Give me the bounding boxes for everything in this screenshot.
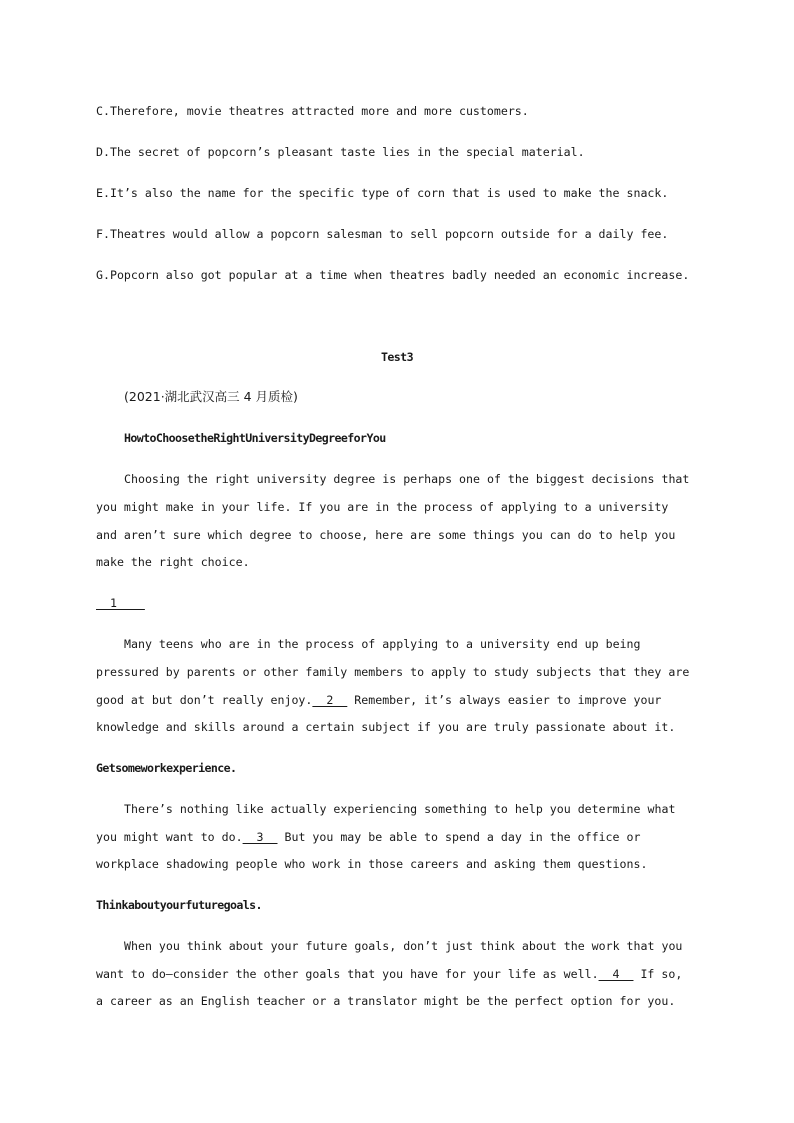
para1-line-3-post: Remember, it’s always easier to improve your [347, 693, 662, 707]
para1-line-3-pre: good at but don’t really enjoy. [96, 693, 313, 707]
para3-line-3: a career as an English teacher or a translator might be the perfect option for you. [96, 994, 676, 1008]
intro-line-2: you might make in your life. If you are in the process of applying to a university [96, 500, 669, 514]
option-f: F.Theatres would allow a popcorn salesman to sell popcorn outside for a daily fee. [96, 227, 669, 241]
para2-line-2 [96, 829, 640, 845]
source-note: (2021·湖北武汉高三 4 月质检) [124, 389, 298, 404]
para2-line-1: There’s nothing like actually experiencing something to help you determine what [124, 802, 676, 816]
option-d: D.The secret of popcorn’s pleasant taste lies in the special material. [96, 145, 585, 159]
para1-line-2: pressured by parents or other family members to apply to study subjects that they are [96, 665, 690, 679]
para2-line-3: workplace shadowing people who work in those careers and asking them questions. [96, 857, 648, 871]
intro-line-4: make the right choice. [96, 555, 250, 569]
blank-3: 3 [242, 830, 278, 844]
test-title: Test3 [381, 350, 413, 364]
article-title: HowtoChoosetheRightUniversityDegreeforYou [124, 431, 386, 445]
blank-1: 1 [96, 596, 145, 610]
option-c: C.Therefore, movie theatres attracted more and more customers. [96, 104, 529, 118]
para2-line-2-post: But you may be able to spend a day in the office or [277, 830, 641, 844]
heading-work-experience: Getsomeworkexperience. [96, 761, 237, 775]
intro-line-1: Choosing the right university degree is perhaps one of the biggest decisions that [124, 472, 690, 486]
option-g: G.Popcorn also got popular at a time when theatres badly needed an economic increase. [96, 268, 690, 282]
para2-line-2-pre: you might want to do. [96, 830, 243, 844]
para3-line-2 [96, 966, 682, 982]
heading-future-goals: Thinkaboutyourfuturegoals. [96, 898, 262, 912]
para1-line-1: Many teens who are in the process of applying to a university end up being [124, 637, 641, 651]
blank-2: 2 [312, 693, 348, 707]
option-e: E.It’s also the name for the specific type of corn that is used to make the snack. [96, 186, 669, 200]
para3-line-1: When you think about your future goals, don’t just think about the work that you [124, 939, 683, 953]
para1-line-4: knowledge and skills around a certain subject if you are truly passionate about it. [96, 720, 676, 734]
para1-line-3 [96, 692, 661, 708]
para3-line-2-pre: want to do—consider the other goals that you have for your life as well. [96, 967, 599, 981]
para3-line-2-post: If so, [633, 967, 683, 981]
blank-4: 4 [598, 967, 634, 981]
intro-line-3: and aren’t sure which degree to choose, here are some things you can do to help you [96, 528, 676, 542]
